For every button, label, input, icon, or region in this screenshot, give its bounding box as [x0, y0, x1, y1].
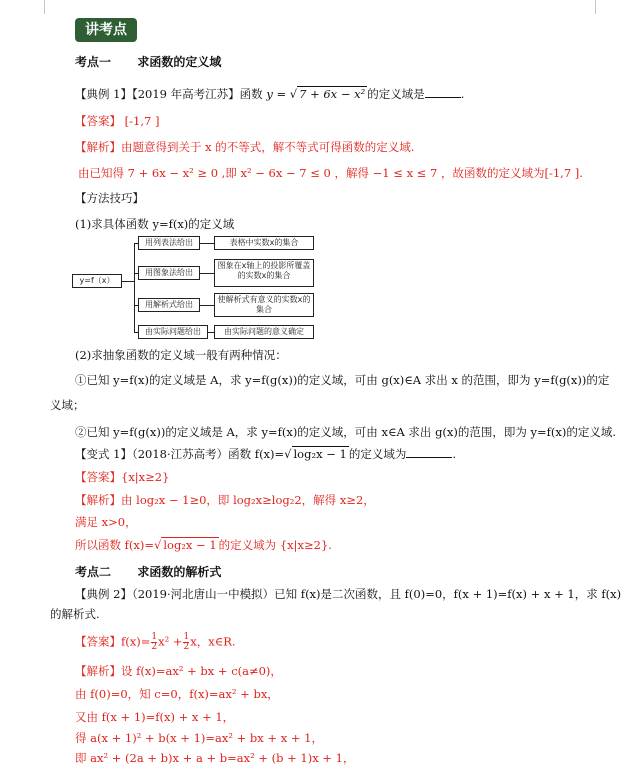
method-case2: ②已知 y=f(g(x))的定义域是 A，求 y=f(x)的定义域，可由 x∈A 求出 g(x)的范围，即为 y=f(x)的定义域. — [75, 425, 617, 439]
solution2-line1 — [75, 492, 375, 508]
diagram-branch-practical: 由实际问题给出 — [138, 325, 208, 339]
method-tag: 【方法技巧】 — [75, 191, 144, 205]
example1: 【典例 1】【2019 年高考江苏】函数 y = √ 7 + 6x − x² 的定义域是 . — [75, 87, 465, 101]
section1-label: 考点一 — [75, 55, 112, 69]
variant1-tag: 【变式 1】 — [75, 447, 132, 461]
example2-cont: 的解析式. — [50, 607, 100, 621]
example1-text-b: 的定义域是 — [367, 87, 425, 101]
example1-text: 函数 — [239, 87, 263, 101]
solution2-tag: 【解析】 — [75, 493, 121, 507]
solution2-line2: 满足 x>0， — [75, 515, 137, 529]
diagram-arrow — [200, 243, 214, 244]
diagram-result-table: 表格中实数x的集合 — [214, 236, 314, 250]
solution3-line1 — [75, 663, 282, 679]
solution3-text: 设 f(x)=ax² + bx + c(a≠0)， — [121, 664, 282, 678]
answer2-tag: 【答案】 — [75, 470, 121, 484]
solution3-line5: 即 ax² + (2a + b)x + a + b=ax² + (b + 1)x + 1， — [75, 751, 355, 765]
variant1-text-b: 的定义域为 — [348, 447, 407, 461]
diagram-branch-table: 用列表法给出 — [138, 236, 200, 250]
answer3-tag: 【答案】 — [75, 634, 121, 649]
solution3-line2: 由 f(0)=0，知 c=0，f(x)=ax² + bx， — [75, 687, 279, 701]
fraction — [183, 633, 189, 652]
example1-source: 【2019 年高考江苏】 — [131, 87, 240, 101]
diagram-branch-graph: 用图象法给出 — [138, 266, 200, 280]
example1-tag: 【典例 1】 — [75, 87, 132, 101]
answer1 — [75, 113, 159, 129]
answer2-value: {x|x≥2} — [121, 470, 170, 484]
example1-fn: y = — [266, 87, 287, 101]
section2-label: 考点二 — [75, 565, 112, 579]
page-corner-mark — [30, 0, 45, 14]
example2-text: （2019·河北唐山一中模拟）已知 f(x)是二次函数，且 f(0)=0，f(x + 1)=f(x) + x + 1，求 f(x) — [131, 587, 622, 601]
solution2-text-b: 的定义域为 {x|x≥2}. — [218, 538, 332, 552]
solution3-tag: 【解析】 — [75, 664, 121, 678]
section2-title: 求函数的解析式 — [137, 565, 222, 579]
example2 — [75, 586, 621, 602]
method-case1-cont: 义域； — [50, 398, 85, 412]
variant1-radicand: log₂x − 1 — [293, 447, 347, 461]
solution1-tag: 【解析】 — [75, 140, 121, 154]
method-case1: ①已知 y=f(x)的定义域是 A，求 y=f(g(x))的定义域，可由 g(x)∈A 求出 x 的范围，即为 y=f(g(x))的定 — [75, 373, 610, 387]
example2-tag: 【典例 2】 — [75, 587, 132, 601]
solution2-radicand: log₂x − 1 — [163, 538, 217, 552]
fraction-numerator: 1 — [183, 632, 190, 642]
answer3-text: x² + — [158, 634, 183, 649]
solution3-line3: 又由 f(x + 1)=f(x) + x + 1， — [75, 710, 235, 724]
diagram-arrow — [200, 305, 214, 306]
answer1-value: [-1,7 ] — [124, 114, 160, 128]
answer-blank — [406, 446, 452, 458]
diagram-arrow — [200, 273, 214, 274]
diagram-connector — [122, 281, 134, 282]
variant1: 【变式 1】（2018·江苏高考）函数 f(x)=√ log₂x − 1 的定义域为 . — [75, 447, 456, 461]
diagram-branch-formula: 用解析式给出 — [138, 298, 200, 312]
diagram-root: y=f（x） — [72, 274, 122, 288]
section1-title: 求函数的定义域 — [137, 55, 222, 69]
solution1-text: 由题意得到关于 x 的不等式，解不等式可得函数的定义域. — [121, 140, 415, 154]
solution1-line2: 由已知得 7 + 6x − x² ≥ 0 ,即 x² − 6x − 7 ≤ 0 ，解得 −1 ≤ x ≤ 7 ，故函数的定义域为[-1,7 ]. — [78, 166, 583, 180]
fraction — [151, 633, 157, 652]
section-badge: 讲考点 — [75, 18, 137, 42]
diagram-result-formula: 使解析式有意义的实数x的集合 — [214, 293, 314, 317]
domain-method-diagram — [72, 232, 322, 344]
answer-blank — [425, 86, 461, 98]
method-item1: (1)求具体函数 y=f(x)的定义域 — [75, 217, 235, 231]
diagram-result-practical: 由实际问题的意义确定 — [214, 325, 314, 339]
diagram-result-graph: 图象在x轴上的投影所覆盖的实数x的集合 — [214, 259, 314, 287]
answer3 — [75, 633, 236, 652]
variant1-text: 函数 f(x)= — [228, 447, 285, 461]
variant1-source: （2018·江苏高考） — [131, 447, 229, 461]
answer3-text: x，x∈R. — [190, 634, 236, 649]
example1-radicand: 7 + 6x − x² — [299, 87, 366, 101]
page-corner-mark — [595, 0, 610, 14]
section1-heading — [75, 54, 221, 70]
solution1-line1 — [75, 139, 414, 155]
solution3-line4: 得 a(x + 1)² + b(x + 1)=ax² + bx + x + 1， — [75, 731, 323, 745]
solution2-text: 所以函数 f(x)= — [75, 538, 155, 552]
answer1-tag: 【答案】 — [75, 114, 121, 128]
fraction-denominator: 2 — [151, 642, 158, 652]
section2-heading — [75, 564, 221, 580]
answer3-text: f(x)= — [121, 634, 151, 649]
method-item2: (2)求抽象函数的定义域一般有两种情况： — [75, 348, 287, 362]
fraction-numerator: 1 — [151, 632, 158, 642]
answer2 — [75, 469, 169, 485]
fraction-denominator: 2 — [183, 642, 190, 652]
solution2-line3: 所以函数 f(x)=√ log₂x − 1 的定义域为 {x|x≥2}. — [75, 538, 332, 552]
diagram-connector — [134, 243, 135, 332]
solution2-text: 由 log₂x − 1≥0，即 log₂x≥log₂2，解得 x≥2， — [121, 493, 375, 507]
